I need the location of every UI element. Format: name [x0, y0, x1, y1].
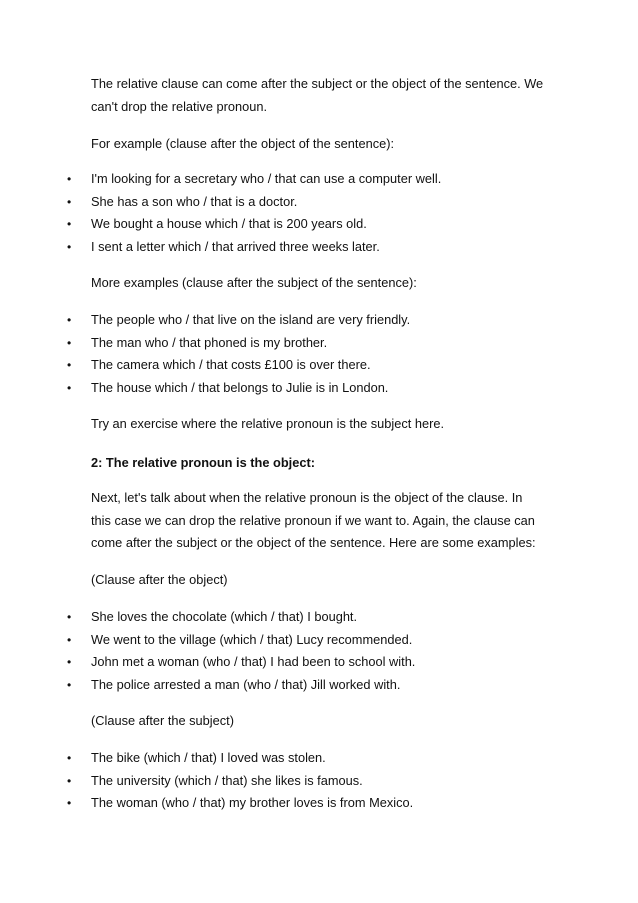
section2-line-2: this case we can drop the relative pronoun if we want to. Again, the clause can — [91, 512, 535, 528]
list-item: • We went to the village (which / that) Lucy recommended. — [0, 629, 638, 652]
bullet-icon: • — [67, 358, 72, 373]
list-item: • John met a woman (who / that) I had been to school with. — [0, 651, 638, 674]
bullet-icon: • — [67, 796, 72, 811]
list-item: • The woman (who / that) my brother loves is from Mexico. — [0, 792, 638, 815]
section2-paragraph — [91, 487, 546, 555]
list-item: • She loves the chocolate (which / that) I bought. — [0, 606, 638, 629]
bullet-icon: • — [67, 240, 72, 255]
list-item: • The police arrested a man (who / that) Jill worked with. — [0, 674, 638, 697]
clause-subject-list — [0, 747, 638, 815]
list-item: • The bike (which / that) I loved was stolen. — [0, 747, 638, 770]
clause-object-heading: (Clause after the object) — [91, 572, 228, 587]
bullet-icon: • — [67, 194, 72, 209]
bullet-icon: • — [67, 217, 72, 232]
intro-paragraph — [91, 73, 546, 118]
list-item: • The university (which / that) she likes is famous. — [0, 770, 638, 793]
list-item: • The house which / that belongs to Julie is in London. — [0, 377, 638, 400]
examples-object-list — [0, 168, 638, 259]
list-item: • She has a son who / that is a doctor. — [0, 191, 638, 214]
bullet-icon: • — [67, 172, 72, 186]
exercise-text: Try an exercise where the relative pronoun is the subject here. — [91, 416, 445, 431]
bullet-icon: • — [67, 773, 72, 788]
section2-line-3: come after the subject or the object of the sentence. Here are some examples: — [91, 535, 536, 550]
section2-heading: 2: The relative pronoun is the object: — [91, 455, 315, 470]
list-item: • I sent a letter which / that arrived three weeks later. — [0, 236, 638, 259]
list-item: • The people who / that live on the island are very friendly. — [0, 309, 638, 332]
bullet-icon: • — [67, 632, 72, 647]
example-subject-heading: More examples (clause after the subject of the sentence): — [91, 275, 417, 290]
clause-subject-heading: (Clause after the subject) — [91, 713, 234, 728]
bullet-icon: • — [67, 335, 72, 350]
bullet-icon: • — [67, 313, 72, 327]
bullet-icon: • — [67, 678, 72, 693]
list-item: • The man who / that phoned is my brother. — [0, 332, 638, 355]
intro-line-2: can't drop the relative pronoun. — [91, 98, 268, 114]
section2-line-1: Next, let's talk about when the relative pronoun is the object of the clause. In — [91, 490, 523, 505]
list-item: • I'm looking for a secretary who / that can use a computer well. — [0, 168, 638, 191]
list-item: • The camera which / that costs £100 is over there. — [0, 354, 638, 377]
bullet-icon: • — [67, 655, 72, 670]
bullet-icon: • — [67, 751, 72, 765]
clause-object-list — [0, 606, 638, 697]
intro-line-1: The relative clause can come after the subject or the object of the sentence. We — [91, 76, 544, 91]
list-item: • We bought a house which / that is 200 years old. — [0, 213, 638, 236]
bullet-icon: • — [67, 381, 72, 396]
bullet-icon: • — [67, 610, 72, 624]
example-object-heading: For example (clause after the object of the sentence): — [91, 136, 395, 151]
examples-subject-list — [0, 309, 638, 400]
